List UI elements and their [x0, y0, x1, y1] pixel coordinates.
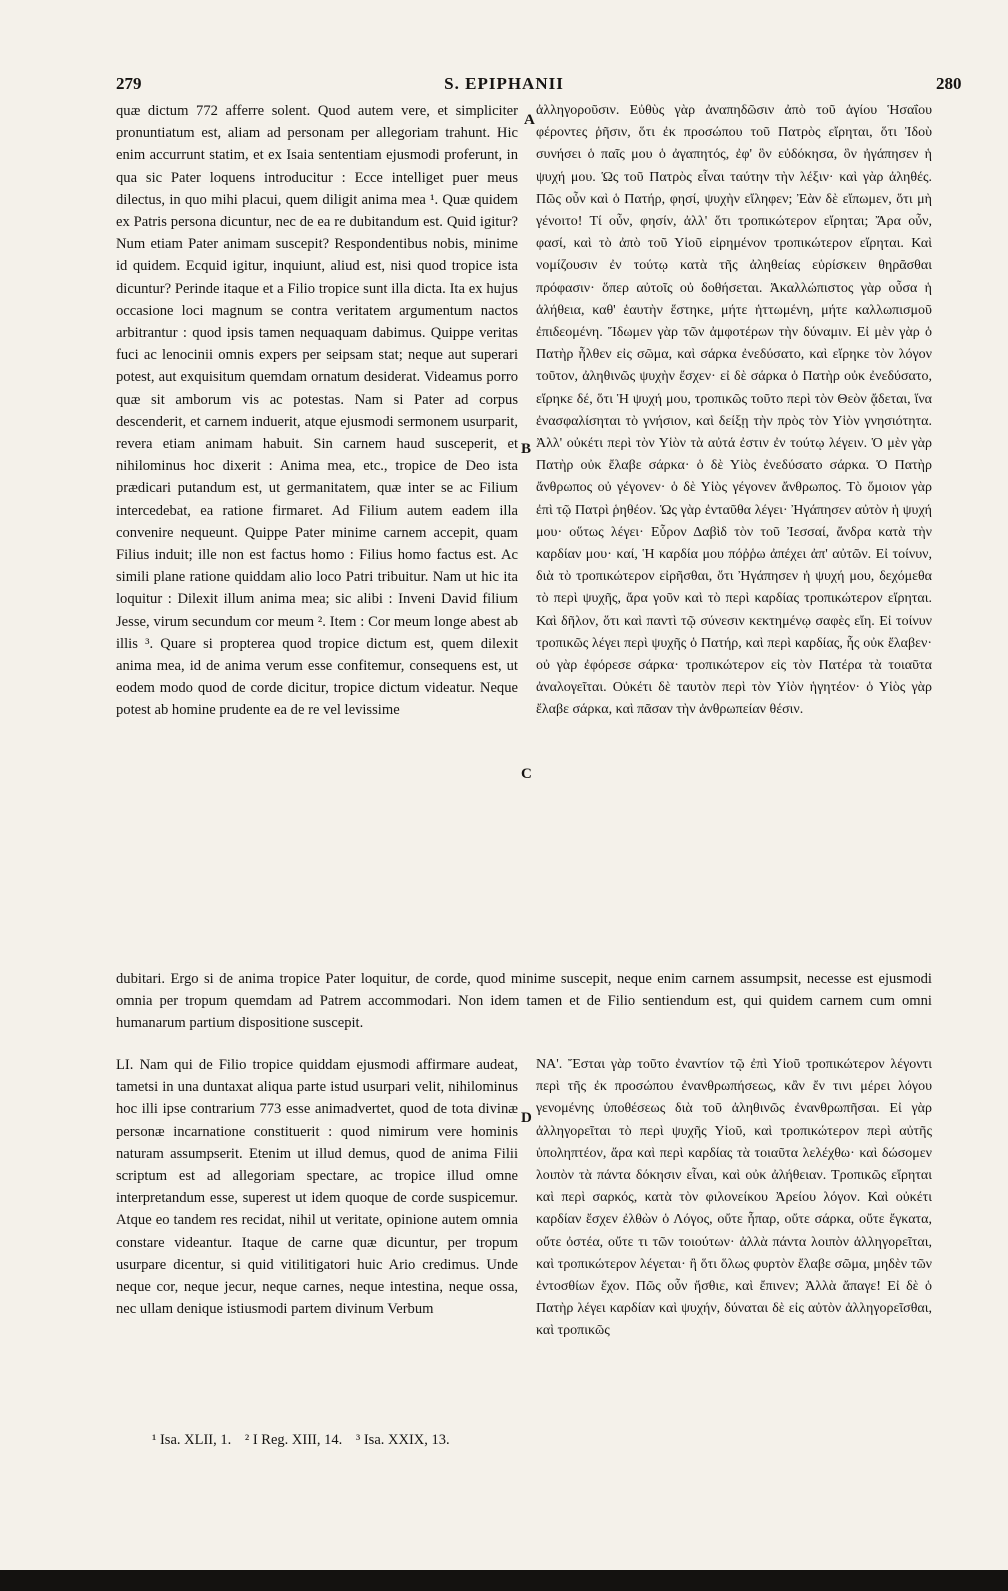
margin-marker-b: B	[521, 441, 532, 457]
running-title: S. EPIPHANII	[444, 74, 564, 93]
latin-column-2	[116, 1054, 518, 1320]
margin-marker-a: A	[524, 112, 535, 128]
greek-text-2: ΝΑ'. Ἔσται γὰρ τοῦτο ἐναντίον τῷ ἐπὶ Υἱοῦ τροπικώτερον λέγοντι περὶ τῆς ἐκ προσώπου ἐνανθρωπήσεως, κἂν ἔν τινι μέρει λόγου γενομένης ὑποθέσεως διὰ τοῦ ἀληθινῶς ἐνανθρωπῆσαι. Εἰ γὰρ ἀλληγορεῖται τὸ περὶ ψυχῆς Υἱοῦ, καὶ τροπικώτερον περὶ αὐτῆς ὑποληπτέον, ἄρα καὶ περὶ καρδίας τὰ τοιαῦτα λελέχθω· καὶ δώσομεν λοιπὸν τὰ πάντα δόκησιν εἶναι, καὶ οὐκ ἀλήθειαν. Τροπικῶς εἴρηται καὶ περὶ σαρκός, κατὰ τὸν φιλονείκου Ἀρείου λόγον. Καὶ οὐκέτι καρδίαν ἔσχεν ἐλθὼν ὁ Λόγος, οὔτε ἧπαρ, οὔτε σάρκα, οὔτε ἔγκατα, οὔτε ὀστέα, οὔτε τι τῶν τοιούτων· ἀλλὰ πάντα λοιπὸν ἀλληγορεῖται, καὶ τροπικώτερον λέγεται· ἢ ὅτι ὅλως φυρτὸν ἔλαβε σῶμα, μηδὲν τῶν ἐντοσθίων ἔχον. Πῶς οὖν ἤσθιε, καὶ ἔπινεν; Ἀλλὰ ἄπαγε! Εἰ δὲ ὁ Πατὴρ λέγει καρδίαν καὶ ψυχήν, δύναται δὲ εἰς αὐτὸν ἀλληγορεῖσθαι, καὶ τροπικῶς	[536, 1057, 932, 1339]
footnote-2: ² I Reg. XIII, 14.	[244, 1432, 343, 1448]
footnote-3: ³ Isa. XXIX, 13.	[355, 1432, 450, 1448]
latin-text-1: quæ dictum 772 afferre solent. Quod autem vere, et simpliciter pronuntiatum est, aliam ad personam per allegoriam trahunt. Hic enim accurrunt statim, et ex Isaia sententiam ejusmodi proferunt, in qua sic Pater loquens introducitur : Ecce intelliget puer meus dilectus, in quo mihi placui, quem diligit anima mea ¹. Quæ quidem ex Patris persona dicuntur, nec de ea re dubitandum est. Quid igitur? Num etiam Pater animam suscepit? Respondentibus nobis, minime id quidem. Ecquid igitur, inquiunt, aliud est, nisi quod tropice ista dicuntur? Perinde itaque et a Filio tropice sunt illa dicta. Ita ex hujus occasione loci magnum se contra veritatem argumentum nactos arbitrantur : quod ipsis tamen nequaquam dabimus. Quippe veritas fuci ac lenocinii omnis expers per seipsam stat; neque aut superari potest, aut exquisitum quemdam ornatum desiderat. Videamus porro quæ sit amborum vis ac potestas. Nam si Pater ad corpus descenderit, et carnem induerit, atque ejusmodi sermonem usurparit, revera etiam animam habuit. Sin carnem haud susceperit, et nihilominus hoc dixerit : Anima mea, etc., tropice de Deo ista prædicari putandum est, ut germanitatem, quæ inter se ac Filium intercedebat, ea ratione firmaret. Ad Filium autem eadem illa convenire nequeunt. Quippe Pater minime carnem accepit, quam Filius induit; ille non est factus homo : Filius homo factus est. Ac simili plane ratione quiddam alio loco Patri tribuitur. Nam ut hic ita loquitur : Dilexit illum anima mea; sic alibi : Inveni David filium Jesse, virum secundum cor meum ². Item : Cor meum longe abest ab illis ³. Quare si propterea quod tropice dictum est, quem dilexit anima mea, id de anima verum esse confitemur, consequens est, ut eodem modo quod de corde dicitur, tropice dictum videatur. Neque potest ab homine prudente ea de re vel levissime	[116, 103, 518, 719]
margin-marker-d: D	[521, 1110, 532, 1126]
footnotes	[152, 1432, 460, 1449]
latin-column-1	[116, 100, 518, 722]
greek-text-1: ἀλληγοροῦσιν. Εὐθὺς γὰρ ἀναπηδῶσιν ἀπὸ τοῦ ἁγίου Ἡσαΐου φέροντες ῥῆσιν, ὅτι ἐκ προσώπου τοῦ Πατρὸς εἴρηται, ὅτι Ἰδοὺ συνήσει ὁ παῖς μου ὁ ἀγαπητός, ἐφ' ὃν εὐδόκησα, ὃν ἠγάπησεν ἡ ψυχή μου. Ὡς τοῦ Πατρὸς εἶναι ταύτην τὴν λέξιν· καὶ γὰρ ἀληθές. Πῶς οὖν καὶ ὁ Πατήρ, φησί, ψυχὴν εἴληφεν; Ἐὰν δὲ εἴπωμεν, ὅτι μὴ γένοιτο! Τί οὖν, φησίν, ἀλλ' ὅτι τροπικώτερον εἴρηται; Ἄρα οὖν, φασί, καὶ τὸ ἀπὸ τοῦ Υἱοῦ εἰρημένον τροπικώτερον εἴρηται. Καὶ νομίζουσιν ἐν τούτῳ κατὰ τῆς ἀληθείας εὑρίσκειν θηρᾶσθαι πρόφασιν· ὅπερ αὐτοῖς οὐ δοθήσεται. Ἀκαλλώπιστος γὰρ οὖσα ἡ ἀλήθεια, καθ' ἑαυτὴν ἕστηκε, μήτε ἡττωμένη, μήτε καλλωπισμοῦ ἐπιδεομένη. Ἴδωμεν γὰρ τῶν ἀμφοτέρων τὴν δύναμιν. Εἰ μὲν γὰρ ὁ Πατὴρ ἦλθεν εἰς σῶμα, καὶ σάρκα ἐνεδύσατο, καὶ εἴρηκε τὸν λόγον τοῦτον, ἀληθινῶς ψυχὴν ἔσχεν· εἰ δὲ σάρκα ὁ Πατὴρ οὐκ ἐνεδύσατο, εἴρηκε δέ, ὅτι Ἡ ψυχή μου, τροπικῶς τοῦτο περὶ τὸν Θεὸν ᾄδεται, ἵνα ἐνασφαλίσηται τὸ γνήσιον, καὶ δείξῃ τὴν πρὸς τὸν Υἱὸν γνησιότητα. Ἀλλ' οὐκέτι περὶ τὸν Υἱὸν τὰ αὐτά ἐστιν ἐν τούτῳ λέγειν. Ὁ μὲν γὰρ Πατὴρ οὐκ ἔλαβε σάρκα· ὁ δὲ Υἱὸς ἐνεδύσατο σάρκα. Ὁ Πατὴρ ἄνθρωπος οὐ γέγονεν· ὁ δὲ Υἱὸς γέγονεν ἄνθρωπος. Τὸ ὅμοιον γὰρ ἐπὶ τῷ Πατρὶ ῥηθέον. Ὡς γὰρ ἐνταῦθα λέγει· Ἠγάπησεν αὐτὸν ἡ ψυχή μου· οὕτως λέγει· Εὗρον Δαβὶδ τὸν τοῦ Ἰεσσαί, ἄνδρα κατὰ τὴν καρδίαν μου· καί, Ἡ καρδία μου πόῤῥω ἀπέχει ἀπ' αὐτῶν. Εἰ τοίνυν, διὰ τὸ τροπικώτερον εἰρῆσθαι, ὅτι Ἠγάπησεν ἡ ψυχή μου, δεχόμεθα τὸ περὶ ψυχῆς, ἄρα γοῦν καὶ τὸ περὶ καρδίας τροπικώτερον εἴρηται. Καὶ δῆλον, ὅτι καὶ παντὶ τῷ σύνεσιν κεκτημένῳ σαφὲς εἴη. Εἰ τοίνυν τροπικῶς λέγει περὶ ψυχῆς ὁ Πατήρ, καὶ περὶ καρδίας, ἧς οὐκ ἔλαβεν· οὐ γὰρ ἐφόρεσε σάρκα· τροπικώτερον εἰς τὸν Πατέρα τὰ τοιαῦτα ἀναλογεῖται. Οὐκέτι δὲ ταυτὸν περὶ τὸν Υἱὸν ἡγητέον· ὁ Υἱὸς γὰρ ἔλαβε σάρκα, καὶ πᾶσαν τὴν ἀνθρωπείαν θέσιν.	[536, 103, 932, 718]
footnote-1: ¹ Isa. XLII, 1.	[152, 1432, 232, 1448]
greek-column-1	[536, 100, 932, 722]
full-width-text: dubitari. Ergo si de anima tropice Pater loquitur, de corde, quod minime suscepit, neque enim carnem assumpsit, necesse est ejusmodi omnia per tropum quemdam ad Patrem accommodari. Non idem tamen et de Filio sentiendum est, qui quidem carnem cum omni humanarum partium dispositione suscepit.	[116, 971, 932, 1032]
scan-bottom-edge	[0, 1570, 1008, 1591]
latin-text-2: LI. Nam qui de Filio tropice quiddam ejusmodi affirmare audeat, tametsi in una duntaxat aliqua parte istud usurpari velit, nihilominus hoc illi ipse contrarium 773 esse animadvertet, quod de tota divinæ personæ incarnatione constituerit : quod nimirum vere hominis naturam assumpserit. Etenim ut illud demus, quod de anima Filii scriptum est ad allegoriam spectare, ac tropice illud omne interpretandum esse, superest ut idem quoque de corde suspicemur. Atque eo tandem res recidat, nihil ut veritate, opinione autem omnia constare videantur. Itaque de carne quæ dicuntur, per tropum usurpare dicentur, si quid vitilitigatori huic Ario credimus. Unde neque cor, neque jecur, neque carnes, neque intestina, neque ossa, nec ullam denique istiusmodi partem divinum Verbum	[116, 1057, 518, 1318]
page-number-left: 279	[116, 74, 142, 93]
margin-marker-c: C	[521, 766, 532, 782]
greek-column-2	[536, 1054, 932, 1343]
page-number-right: 280	[936, 74, 962, 93]
